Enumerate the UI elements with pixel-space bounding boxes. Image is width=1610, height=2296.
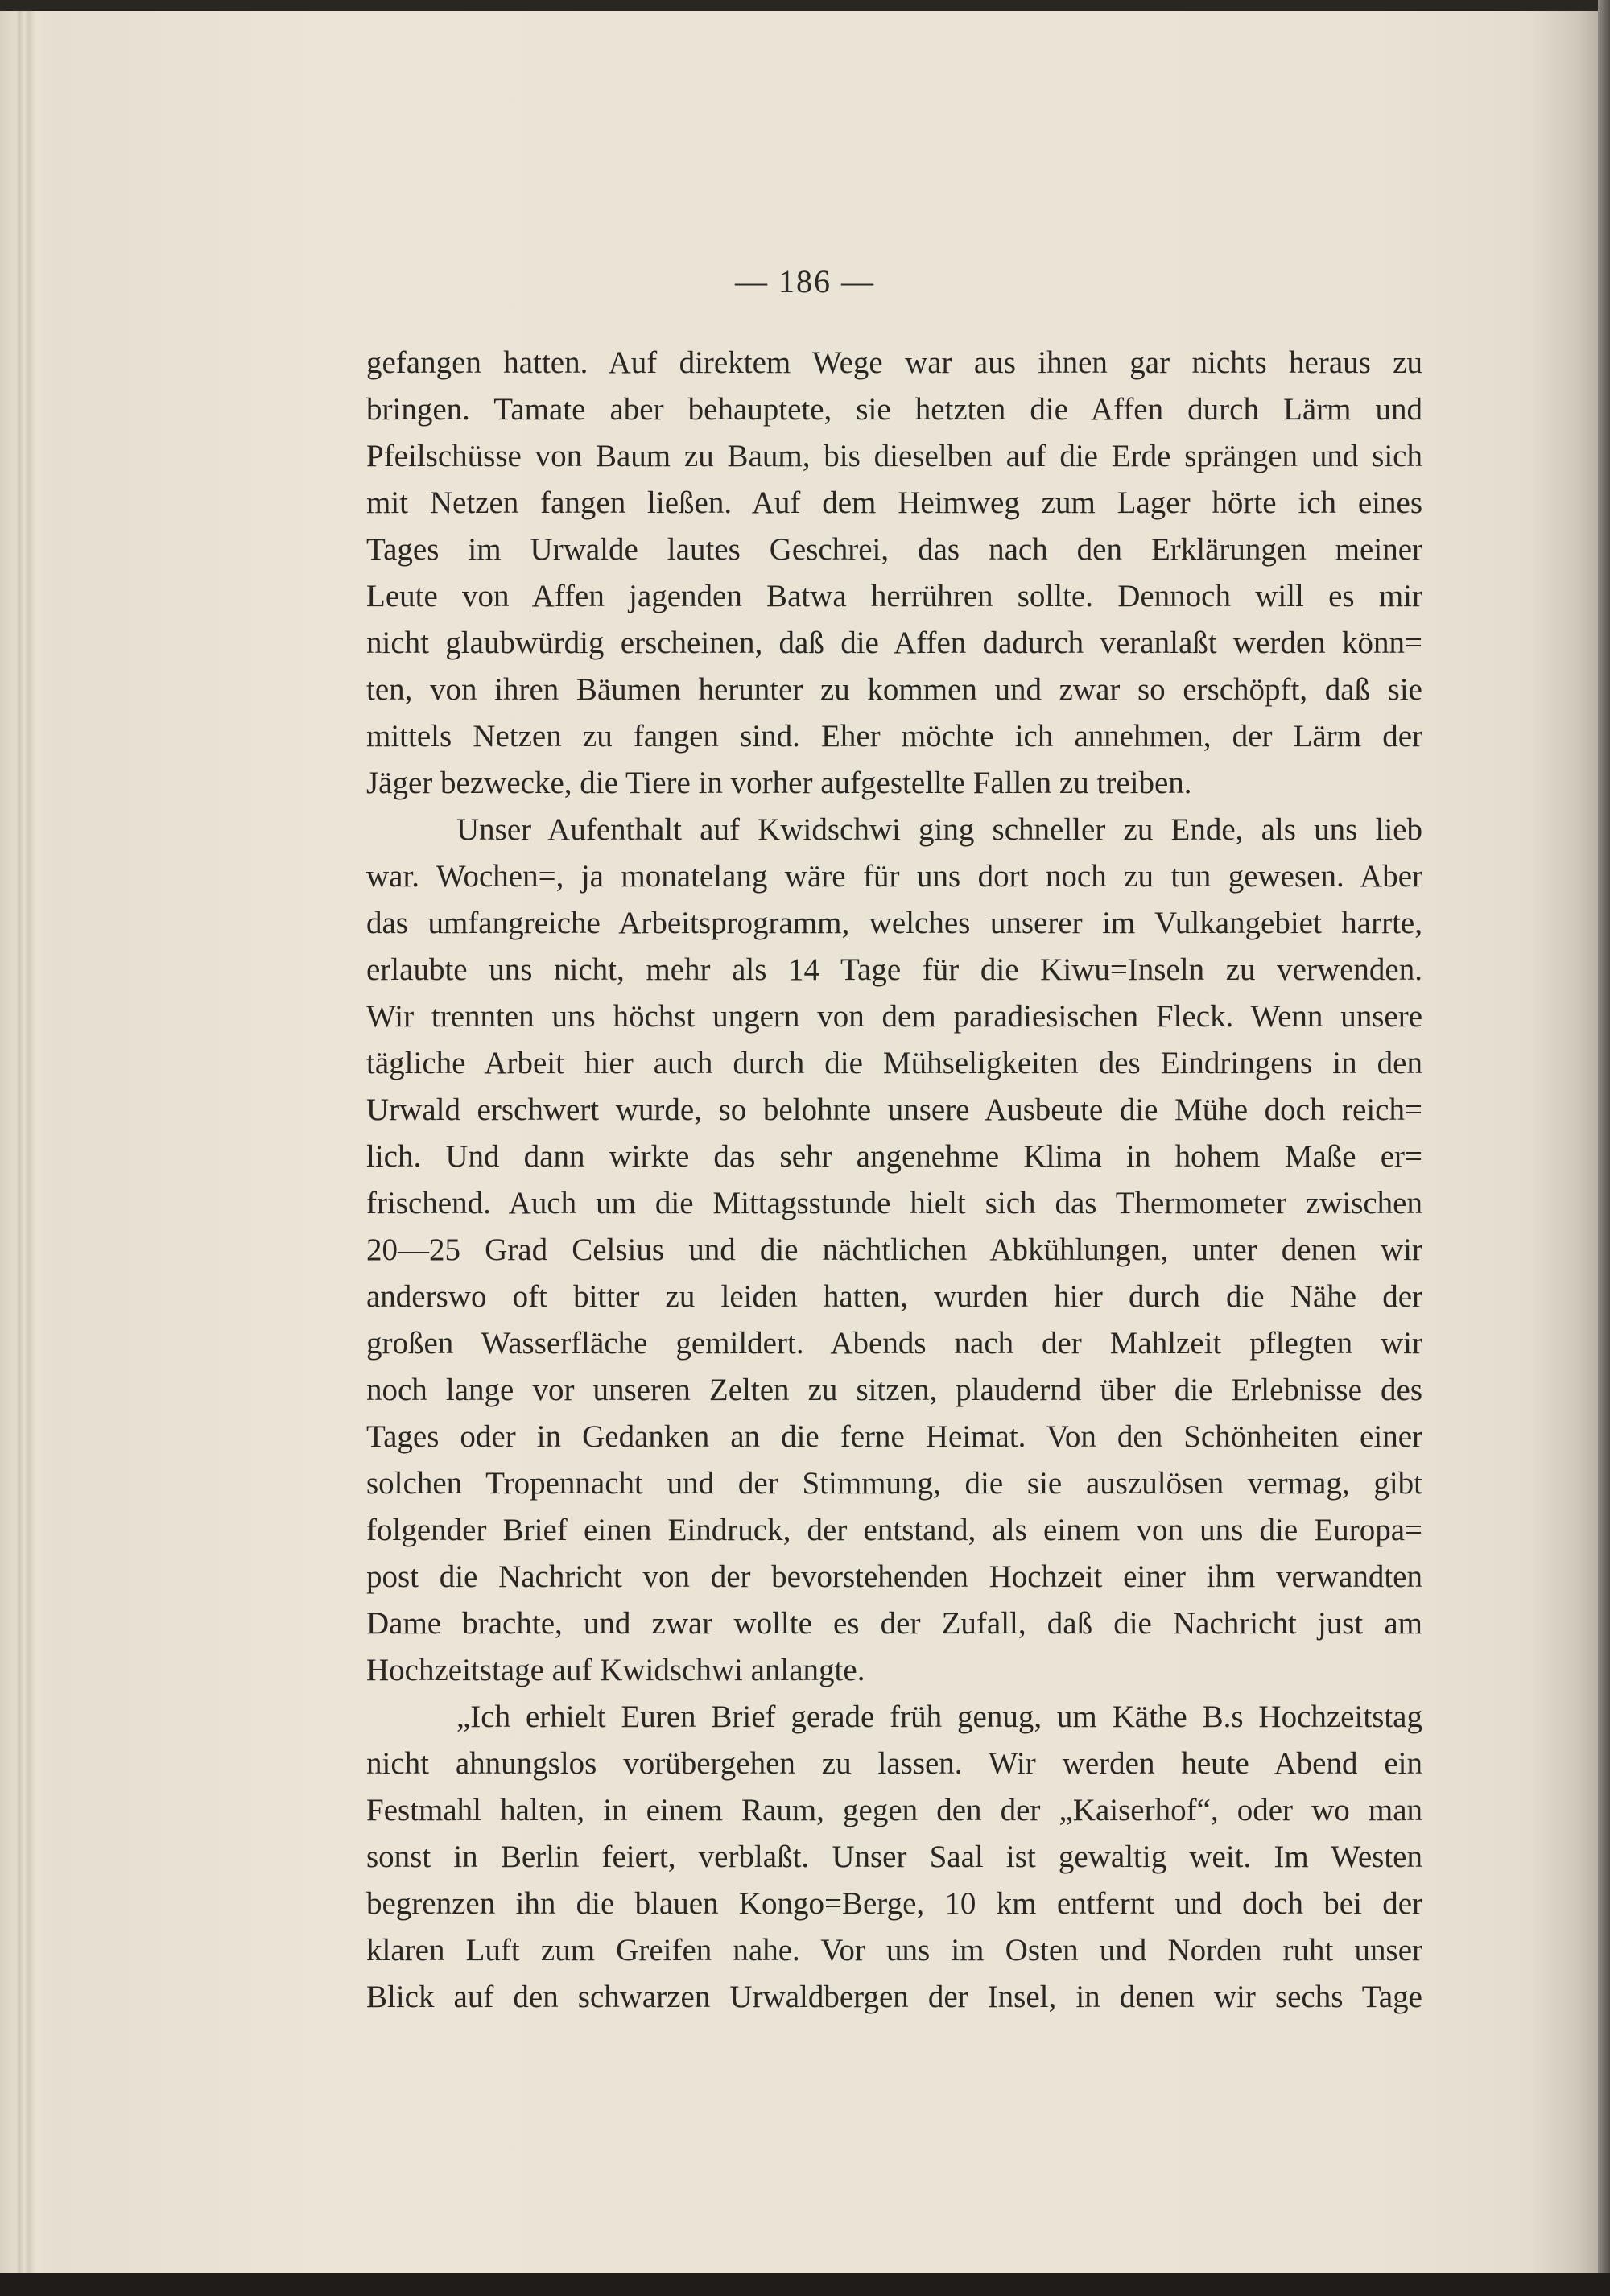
text-line: tägliche Arbeit hier auch durch die Mühseligkeiten des Eindringens in den [366,1046,1422,1080]
text-line: Hochzeitstage auf Kwidschwi anlangte. [366,1653,865,1687]
text-line: Jäger bezwecke, die Tiere in vorher aufgestellte Fallen zu treiben. [366,766,1192,800]
text-line: lich. Und dann wirkte das sehr angenehme Klima in hohem Maße er= [366,1139,1422,1174]
text-line: 20—25 Grad Celsius und die nächtlichen Abkühlungen, unter denen wir [366,1233,1422,1267]
text-line: frischend. Auch um die Mittagsstunde hielt sich das Thermometer zwischen [366,1186,1422,1220]
text-line: sonst in Berlin feiert, verblaßt. Unser Saal ist gewaltig weit. Im Westen [366,1840,1422,1874]
page-number: — 186 — [735,263,875,299]
body-text [366,340,1422,2021]
text-line: mit Netzen fangen ließen. Auf dem Heimweg zum Lager hörte ich eines [366,485,1422,520]
text-line: das umfangreiche Arbeitsprogramm, welches unserer im Vulkangebiet harrte, [366,906,1422,940]
book-binding-edge [1598,0,1610,2296]
text-line: folgender Brief einen Eindruck, der entstand, als einem von uns die Europa= [366,1513,1422,1547]
text-line: anderswo oft bitter zu leiden hatten, wurden hier durch die Nähe der [366,1279,1422,1314]
text-line: nicht glaubwürdig erscheinen, daß die Affen dadurch veranlaßt werden könn= [366,626,1422,660]
text-line: war. Wochen=, ja monatelang wäre für uns dort noch zu tun gewesen. Aber [366,859,1422,894]
scan-bottom-edge [0,2273,1610,2296]
book-page [0,11,1598,2273]
text-line: Tages im Urwalde lautes Geschrei, das nach den Erklärungen meiner [366,532,1422,567]
text-line: klaren Luft zum Greifen nahe. Vor uns im Osten und Norden ruht unser [366,1933,1422,1968]
text-line: ten, von ihren Bäumen herunter zu kommen und zwar so erschöpft, daß sie [366,672,1422,707]
text-line: erlaubte uns nicht, mehr als 14 Tage für die Kiwu=Inseln zu verwenden. [366,952,1422,987]
text-line: Unser Aufenthalt auf Kwidschwi ging schneller zu Ende, als uns lieb [456,812,1422,847]
text-line: noch lange vor unseren Zelten zu sitzen, plaudernd über die Erlebnisse des [366,1373,1422,1407]
text-line: Dame brachte, und zwar wollte es der Zufall, daß die Nachricht just am [366,1606,1422,1641]
text-line: begrenzen ihn die blauen Kongo=Berge, 10 km entfernt und doch bei der [366,1886,1422,1921]
text-line: gefangen hatten. Auf direktem Wege war aus ihnen gar nichts heraus zu [366,345,1422,380]
text-line: solchen Tropennacht und der Stimmung, die sie auszulösen vermag, gibt [366,1466,1422,1501]
text-line: Festmahl halten, in einem Raum, gegen den der „Kaiserhof“, oder wo man [366,1793,1422,1827]
text-line: Tages oder in Gedanken an die ferne Heimat. Von den Schönheiten einer [366,1419,1422,1454]
text-line: bringen. Tamate aber behauptete, sie hetzten die Affen durch Lärm und [366,392,1422,427]
text-line: mittels Netzen zu fangen sind. Eher möchte ich annehmen, der Lärm der [366,719,1422,754]
text-line: Blick auf den schwarzen Urwaldbergen der Insel, in denen wir sechs Tage [366,1980,1422,2014]
text-line: nicht ahnungslos vorübergehen zu lassen. Wir werden heute Abend ein [366,1746,1422,1781]
text-line: Pfeilschüsse von Baum zu Baum, bis dieselben auf die Erde sprängen und sich [366,439,1422,473]
text-line: Wir trennten uns höchst ungern von dem paradiesischen Fleck. Wenn unsere [366,999,1422,1034]
text-line: post die Nachricht von der bevorstehenden Hochzeit einer ihm verwandten [366,1559,1422,1594]
text-line: Urwald erschwert wurde, so belohnte unsere Ausbeute die Mühe doch reich= [366,1092,1422,1127]
text-line: „Ich erhielt Euren Brief gerade früh genug, um Käthe B.s Hochzeitstag [456,1699,1422,1734]
text-line: Leute von Affen jagenden Batwa herrühren sollte. Dennoch will es mir [366,579,1422,613]
text-line: großen Wasserfläche gemildert. Abends nach der Mahlzeit pflegten wir [366,1326,1422,1361]
